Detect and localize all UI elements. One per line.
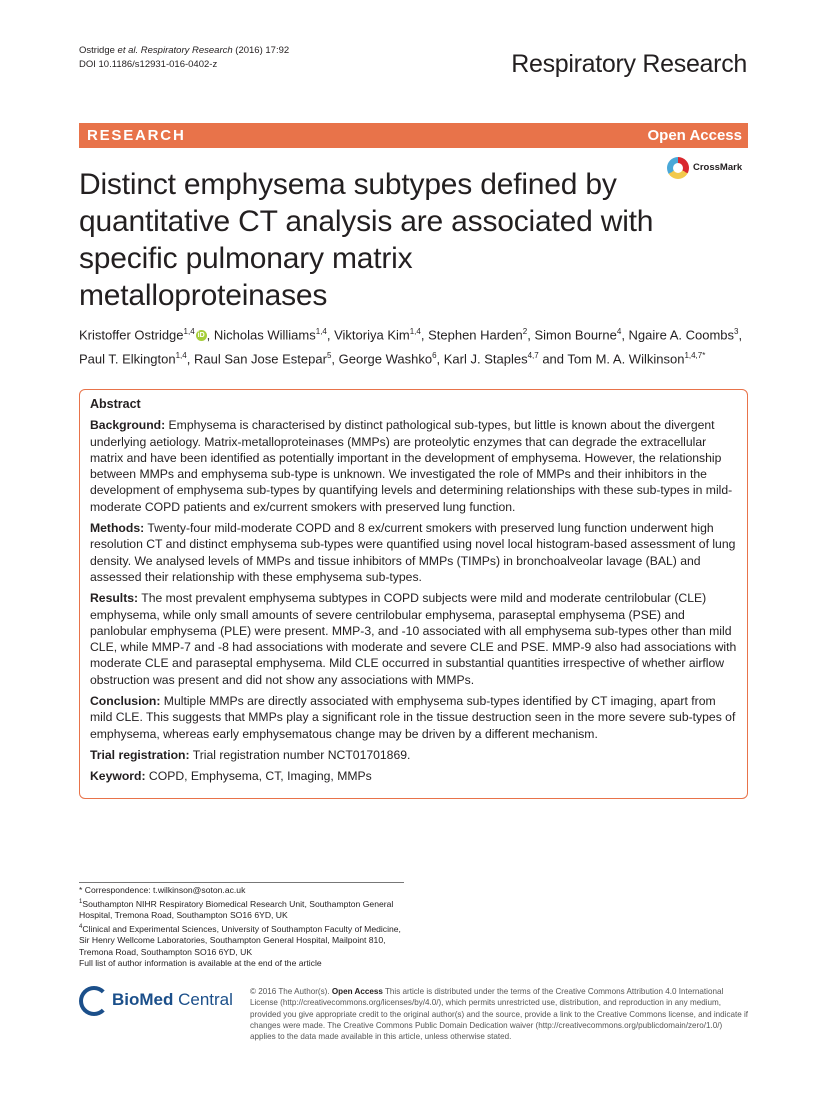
author-affiliation-sup: 1,4: [409, 327, 421, 336]
author-name: Karl J. Staples: [443, 351, 528, 367]
author-list: Kristoffer Ostridge$^{1,4}$ iD , Nicholas Williams$^{1,4}$, Viktoriya Kim$^{1,4}$, Stephen Harden$^2$, Simon Bourne$^4$, Ngaire A. Coombs$^3$, Paul T. Elkington$^{1,4}$, Raul San Jose Estepar$^5$, George Washko$^6$, Karl J. Staples$^{4,7}$ and Tom M. A. Wilkinson$^{1,4,7*}$: [79, 327, 743, 367]
open-access-label: Open Access: [647, 127, 742, 144]
abstract-section: [90, 768, 737, 784]
crossmark-icon: [667, 157, 689, 179]
affiliation-4-sup: 4: [79, 923, 83, 930]
citation-line: [79, 44, 289, 58]
affiliation-1-sup: 1: [79, 898, 83, 905]
biomed-central-wordmark: [112, 990, 233, 1010]
author-affiliation-sup: 1,4: [183, 327, 195, 336]
license-text: This article is distributed under the terms of the Creative Commons Attribution 4.0 International License (http://creativecommons.org/licenses/by/4.0/), which permits unrestricted use, distribution, and reproduction in any medium, provided you give appropriate credit to the original author(s) and the source, provide a link to the Creative Commons license, and indicate if changes were made. The Creative Commons Public Domain Dedication waiver (http://creativecommons.org/publicdomain/zero/1.0/) applies to the data made available in this article, unless otherwise stated.: [250, 987, 749, 1042]
citation-journal: et al. Respiratory Research: [117, 45, 233, 56]
author-name: Paul T. Elkington: [79, 351, 176, 367]
affiliation-4-text: Clinical and Experimental Sciences, University of Southampton Faculty of Medicine, Sir Henry Wellcome Laboratories, Southampton General Hospital, Mailpoint 810, Tremona Road, Southampton SO16 6YD, UK: [79, 923, 401, 957]
article-title: Distinct emphysema subtypes defined by quantitative CT analysis are associated with specific pulmonary matrix metalloproteinases: [79, 168, 654, 312]
full-author-info: Full list of author information is available at the end of the article: [79, 958, 322, 969]
article-type-banner: [79, 123, 748, 148]
author-affiliation-sup: 6: [432, 351, 437, 361]
crossmark-badge[interactable]: [667, 157, 751, 183]
abstract-box: [79, 389, 748, 799]
author-name: Raul San Jose Estepar: [193, 351, 327, 367]
author-affiliation-sup: 1,4,7*: [684, 351, 706, 361]
abstract-section-text: Multiple MMPs are directly associated with emphysema sub-types identified by CT imaging, apart from mild CLE. This suggests that MMPs play a significant role in the tissue destruction seen in the more severe sub-types of emphysema, whereas early emphysematous change may be driven by a different mechanism.: [90, 694, 736, 741]
orcid-icon[interactable]: iD: [197, 332, 205, 340]
author-name: Kristoffer Ostridge: [79, 327, 184, 343]
citation-header: [79, 44, 289, 72]
abstract-section-label: Results:: [90, 591, 139, 606]
abstract-section-text: COPD, Emphysema, CT, Imaging, MMPs: [145, 769, 372, 784]
author-name: George Washko: [338, 351, 433, 367]
journal-name: Respiratory Research: [511, 50, 747, 78]
author-name: Stephen Harden: [428, 327, 523, 343]
affiliation-1-text: Southampton NIHR Respiratory Biomedical Research Unit, Southampton General Hospital, Tremona Road, Southampton SO16 6YD, UK: [79, 898, 394, 921]
author-affiliation-sup: 4: [616, 327, 622, 336]
author-name: Simon Bourne: [534, 327, 617, 343]
license-copyright: © 2016 The Author(s).: [250, 987, 332, 996]
citation-authors: Ostridge: [79, 45, 118, 56]
doi: DOI 10.1186/s12931-016-0402-z: [79, 59, 218, 70]
crossmark-label: CrossMark: [693, 162, 743, 173]
abstract-heading: Abstract: [90, 397, 141, 411]
abstract-section-text: Twenty-four mild-moderate COPD and 8 ex/current smokers with preserved lung function underwent high resolution CT and distinct emphysema sub-types were quantified using novel local histogram-based assessment of lung density. We analysed levels of MMPs and tissue inhibitors of MMPs (TIMPs) in bronchoalveolar lavage (BAL) and assessed their relationship with these emphysema sub-types.: [90, 521, 736, 584]
abstract-section: [90, 747, 737, 763]
abstract-section-text: The most prevalent emphysema subtypes in COPD subjects were mild and moderate centrilobular (CLE) emphysema, while only small amounts of severe centrilobular emphysema, paraseptal emphysema (PSE) and panlobular emphysema (PLE) were present. MMP-3, and -10 associated with all emphysema sub-types other than mild CLE, while MMP-7 and -8 had associations with moderate and severe CLE and PSE. MMP-9 also had associations with moderate CLE and paraseptal emphysema. Mild CLE occurred in substantial quantities irrespective of whether airflow obstruction was present and did not show any associations with MMPs.: [90, 591, 737, 687]
abstract-section-label: Conclusion:: [90, 694, 161, 709]
author-name: Ngaire A. Coombs: [628, 327, 735, 343]
correspondence: * Correspondence: t.wilkinson@soton.ac.uk: [79, 885, 246, 895]
abstract-section-label: Keyword:: [90, 769, 146, 784]
logo-bold: BioMed: [112, 990, 174, 1009]
abstract-section-label: Methods:: [90, 521, 145, 536]
article-type-label: RESEARCH: [87, 127, 186, 144]
biomed-central-logo: [79, 985, 239, 1017]
license-open-access: Open Access: [331, 987, 383, 996]
author-name: Viktoriya Kim: [334, 327, 410, 343]
author-affiliation-sup: 3: [734, 327, 739, 336]
abstract-section: [90, 417, 737, 515]
abstract-sections: [90, 417, 737, 784]
author-name: Nicholas Williams: [213, 327, 316, 343]
abstract-section-label: Trial registration:: [90, 747, 190, 762]
author-name: Tom M. A. Wilkinson: [567, 351, 685, 367]
abstract-section-text: Trial registration number NCT01701869.: [189, 747, 411, 762]
author-affiliation-sup: 4,7: [527, 351, 539, 361]
author-affiliation-sup: 5: [326, 351, 332, 361]
affiliation-4: [79, 922, 409, 959]
author-affiliation-sup: 1,4: [175, 351, 187, 361]
abstract-section-label: Background:: [90, 418, 166, 433]
footnote-divider: [79, 882, 404, 883]
abstract-section: [90, 693, 737, 742]
abstract-section: [90, 520, 737, 585]
abstract-section-text: Emphysema is characterised by distinct pathological sub-types, but little is known about the divergent underlying aetiology. Matrix-metalloproteinases (MMPs) are proteolytic enzymes that can degrade the extracellular matrix and have been identified as potentially important in the development of emphysema. However, the relationship between MMPs and emphysema sub-type is unknown. We investigated the role of MMPs and their inhibitors in the development of emphysema sub-types by quantifying levels and determining relationships with these sub-types in mild-moderate COPD patients and ex/current smokers with preserved lung function.: [90, 418, 733, 514]
citation-year-volume: (2016) 17:92: [232, 45, 290, 56]
license-statement: [250, 986, 750, 1042]
logo-rest: Central: [173, 990, 233, 1009]
author-affiliation-sup: 2: [522, 327, 528, 336]
footnotes: [79, 885, 409, 970]
abstract-section: [90, 590, 737, 688]
author-affiliation-sup: 1,4: [315, 327, 327, 336]
affiliation-1: [79, 897, 409, 922]
biomed-central-logo-icon: [79, 986, 109, 1016]
